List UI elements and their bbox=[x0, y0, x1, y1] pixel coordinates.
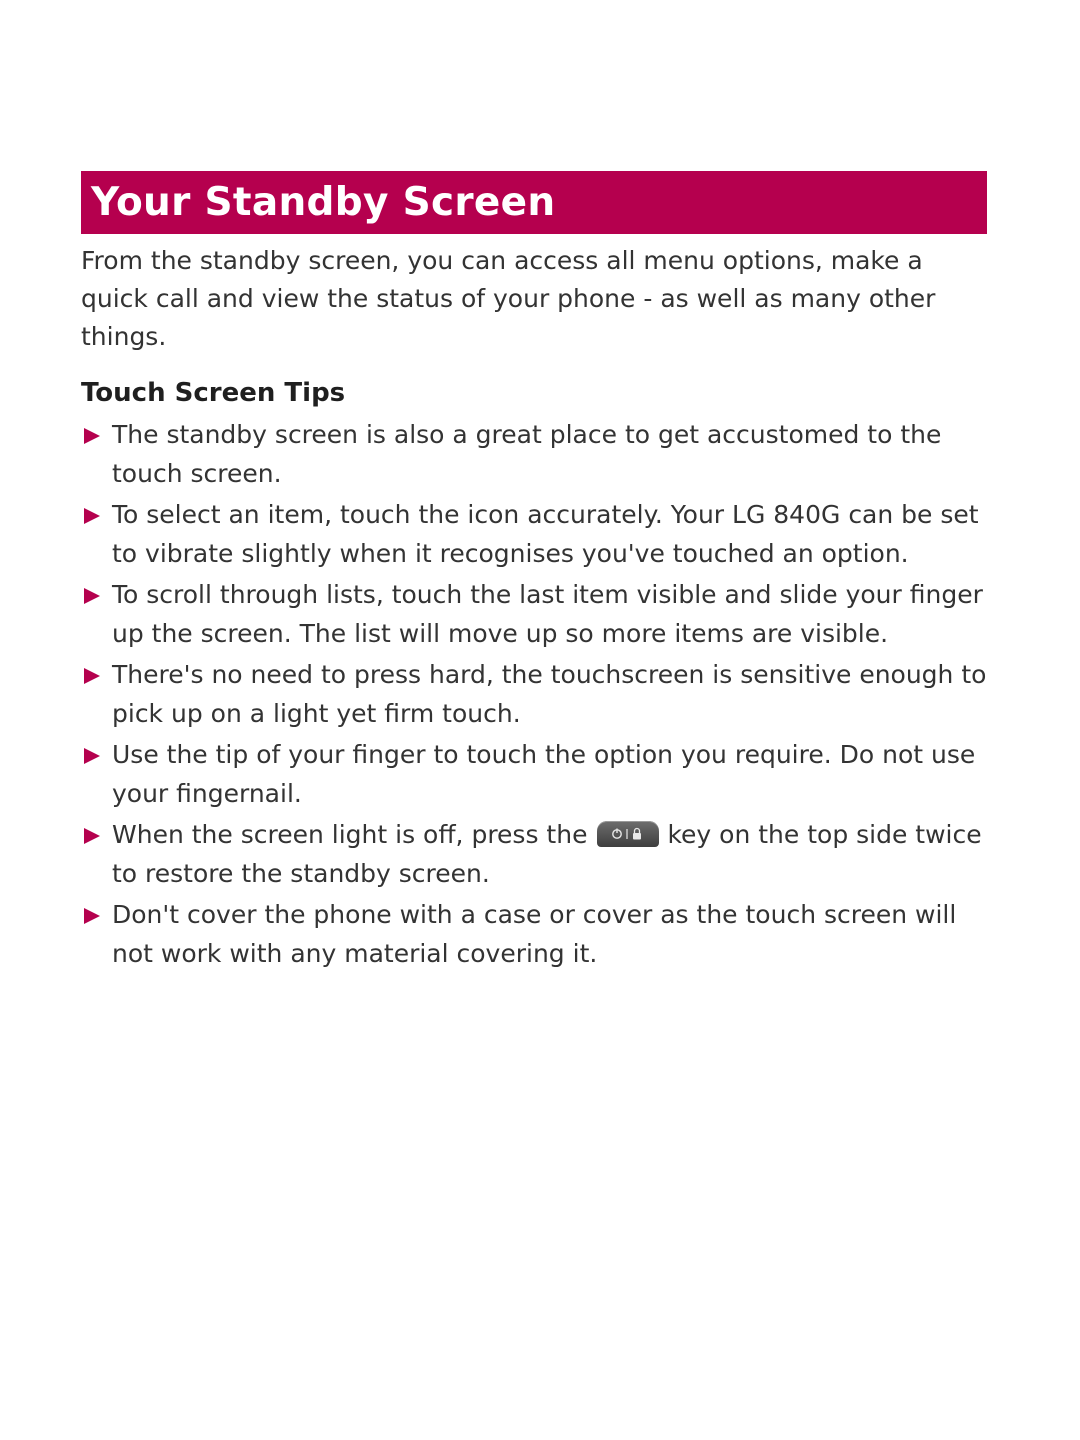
list-item bbox=[81, 656, 987, 733]
tip-text: To scroll through lists, touch the last item visible and slide your finger up the screen. The list will move up so more items are visible. bbox=[112, 580, 983, 648]
tip-text: Use the tip of your finger to touch the option you require. Do not use your fingernail. bbox=[112, 740, 976, 808]
list-item bbox=[81, 736, 987, 813]
triangle-bullet-icon bbox=[84, 908, 100, 924]
list-item bbox=[81, 496, 987, 573]
tip-text-after-icon: key on the top side twice to restore the standby screen. bbox=[112, 820, 982, 888]
tip-text-before-icon: When the screen light is off, press the bbox=[112, 820, 588, 849]
manual-page bbox=[81, 171, 987, 976]
triangle-bullet-icon bbox=[84, 428, 100, 444]
list-item bbox=[81, 416, 987, 493]
power-lock-key-icon bbox=[597, 821, 659, 847]
tip-text: There's no need to press hard, the touchscreen is sensitive enough to pick up on a light yet firm touch. bbox=[112, 660, 987, 728]
intro-paragraph: From the standby screen, you can access all menu options, make a quick call and view the status of your phone - as well as many other things. bbox=[81, 246, 936, 351]
triangle-bullet-icon bbox=[84, 668, 100, 684]
triangle-bullet-icon bbox=[84, 748, 100, 764]
triangle-bullet-icon bbox=[84, 828, 100, 844]
tips-list bbox=[81, 416, 987, 973]
triangle-bullet-icon bbox=[84, 588, 100, 604]
list-item bbox=[81, 576, 987, 653]
title-bar bbox=[81, 171, 987, 234]
list-item bbox=[81, 896, 987, 973]
triangle-bullet-icon bbox=[84, 508, 100, 524]
section-heading: Touch Screen Tips bbox=[81, 378, 346, 408]
tip-text: To select an item, touch the icon accurately. Your LG 840G can be set to vibrate slightly when it recognises you've touched an option. bbox=[112, 500, 979, 568]
list-item bbox=[81, 816, 987, 893]
tip-text: Don't cover the phone with a case or cover as the touch screen will not work with any material covering it. bbox=[112, 900, 957, 968]
tip-text: The standby screen is also a great place to get accustomed to the touch screen. bbox=[112, 420, 942, 488]
page-title: Your Standby Screen bbox=[91, 180, 556, 225]
